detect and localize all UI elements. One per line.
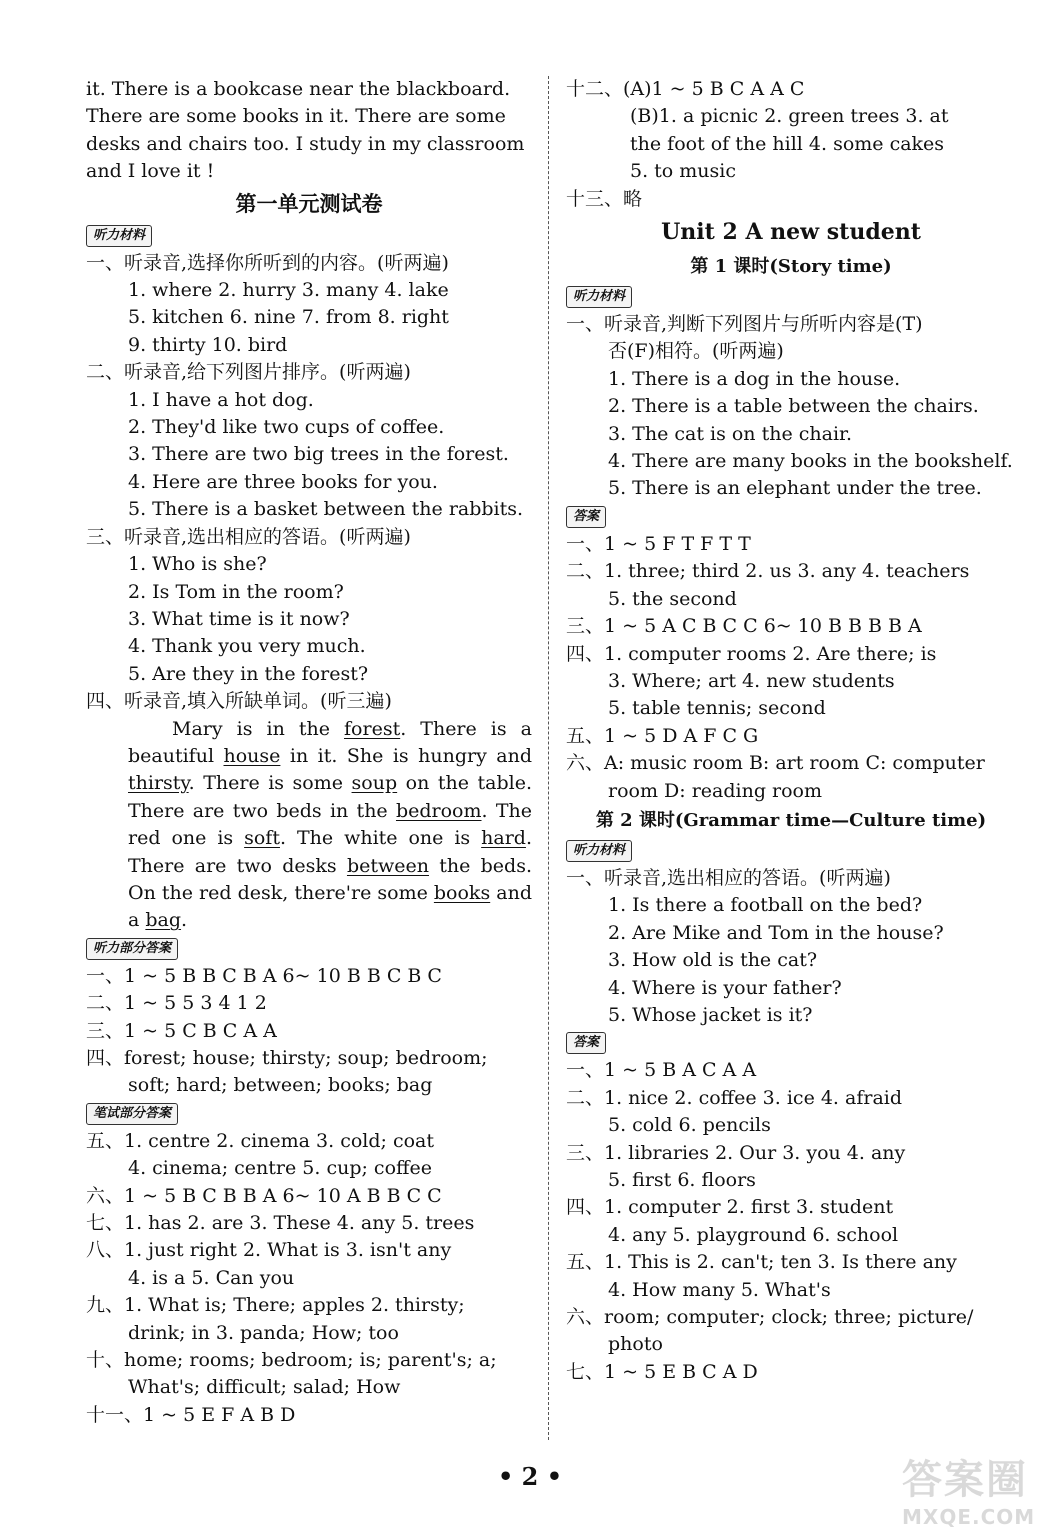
answer-row: 六、A: music room B: art room C: computer bbox=[566, 752, 985, 775]
answer-row: 4. any 5. playground 6. school bbox=[608, 1223, 899, 1246]
answer-row: 5. table tennis; second bbox=[608, 697, 826, 720]
intro-line: and I love it ! bbox=[86, 160, 215, 183]
answer-row: 一、1 ~ 5 B B C B A 6~ 10 B B C B C bbox=[86, 964, 442, 987]
answer-row: 十三、略 bbox=[566, 187, 643, 210]
filled-blank: bedroom bbox=[395, 799, 482, 822]
list-item: 2. There is a table between the chairs. bbox=[608, 395, 979, 418]
answer-row: drink; in 3. panda; How; too bbox=[128, 1321, 399, 1344]
answer-row: 4. is a 5. Can you bbox=[128, 1266, 295, 1289]
lesson-title: 第 1 课时(Story time) bbox=[690, 256, 892, 278]
list-item: 2. Is Tom in the room? bbox=[128, 580, 344, 603]
answer-row: (B)1. a picnic 2. green trees 3. at bbox=[630, 105, 949, 128]
intro-line: it. There is a bookcase near the blackboard. bbox=[86, 78, 511, 100]
column-divider bbox=[548, 76, 549, 1440]
watermark-logo bbox=[902, 1448, 1042, 1528]
answer-row: 三、1. libraries 2. Our 3. you 4. any bbox=[566, 1141, 906, 1164]
answer-row: 5. cold 6. pencils bbox=[608, 1114, 771, 1137]
list-item: 3. How old is the cat? bbox=[608, 949, 818, 972]
filled-blank: house bbox=[223, 744, 281, 767]
intro-line: There are some books in it. There are some bbox=[86, 105, 506, 128]
listening-material-label: 听力材料 bbox=[86, 225, 152, 247]
right-column bbox=[566, 76, 1016, 1386]
answer-row: 三、1 ~ 5 A C B C C 6~ 10 B B B B A bbox=[566, 615, 922, 638]
cloze-passage bbox=[86, 716, 532, 935]
filled-blank: hard bbox=[481, 827, 526, 850]
question-title: 三、听录音,选出相应的答语。(听两遍) bbox=[86, 525, 411, 548]
answer-row: 七、1. has 2. are 3. These 4. any 5. trees bbox=[86, 1212, 475, 1235]
watermark-text: 答案圈 bbox=[902, 1457, 1028, 1503]
answer-row: 一、1 ~ 5 F T F T T bbox=[566, 532, 751, 555]
answer-label: 答案 bbox=[566, 1032, 606, 1054]
filled-blank: soup bbox=[351, 772, 398, 795]
listening-material-label: 听力材料 bbox=[566, 286, 632, 308]
list-item: 5. Are they in the forest? bbox=[128, 662, 369, 685]
answer-row: photo bbox=[608, 1333, 663, 1356]
filled-blank: soft bbox=[244, 827, 280, 850]
filled-blank: bag bbox=[145, 909, 182, 932]
answer-row: 二、1. three; third 2. us 3. any 4. teachers bbox=[566, 560, 970, 583]
list-item: 3. There are two big trees in the forest. bbox=[128, 443, 509, 466]
page-number: • 2 • bbox=[497, 1462, 563, 1491]
answer-row: 五、1. centre 2. cinema 3. cold; coat bbox=[86, 1129, 435, 1152]
list-item: 2. Are Mike and Tom in the house? bbox=[608, 921, 944, 944]
passage-line: There are two beds in the bedroom. The bbox=[128, 799, 532, 822]
passage-line: beautiful house in it. She is hungry and bbox=[128, 744, 532, 767]
answer-row: 四、1. computer rooms 2. Are there; is bbox=[566, 642, 937, 665]
answer-row: 4. How many 5. What's bbox=[608, 1278, 831, 1301]
answer-row: 四、1. computer 2. first 3. student bbox=[566, 1196, 894, 1219]
answer-row: 五、1 ~ 5 D A F C G bbox=[566, 724, 759, 747]
answer-row: 一、1 ~ 5 B A C A A bbox=[566, 1059, 757, 1082]
written-answers-label: 笔试部分答案 bbox=[86, 1103, 178, 1125]
answer-row: 八、1. just right 2. What is 3. isn't any bbox=[86, 1239, 452, 1262]
answer-row: 二、1 ~ 5 5 3 4 1 2 bbox=[86, 992, 267, 1015]
answer-row: 二、1. nice 2. coffee 3. ice 4. afraid bbox=[566, 1086, 903, 1109]
answer-row: 六、room; computer; clock; three; picture/ bbox=[566, 1306, 974, 1329]
list-item: 5. There is an elephant under the tree. bbox=[608, 477, 982, 500]
question-title: 一、听录音,判断下列图片与所听内容是(T) bbox=[566, 313, 923, 336]
answer-row: 9. thirty 10. bird bbox=[128, 333, 288, 356]
filled-blank: thirsty bbox=[128, 772, 189, 795]
list-item: 4. Here are three books for you. bbox=[128, 470, 438, 493]
answer-row: 十二、(A)1 ~ 5 B C A A C bbox=[566, 78, 805, 100]
answer-row: 3. Where; art 4. new students bbox=[608, 669, 895, 692]
answer-row: 七、1 ~ 5 E B C A D bbox=[566, 1360, 758, 1383]
list-item: 1. Is there a football on the bed? bbox=[608, 894, 923, 917]
left-column bbox=[86, 76, 532, 1429]
answer-row: 4. cinema; centre 5. cup; coffee bbox=[128, 1157, 432, 1180]
list-item: 3. The cat is on the chair. bbox=[608, 422, 853, 445]
answer-row: room D: reading room bbox=[608, 779, 823, 802]
answer-row: 5. to music bbox=[630, 160, 737, 183]
list-item: 4. There are many books in the bookshelf. bbox=[608, 450, 1013, 473]
passage-line: thirsty. There is some soup on the table. bbox=[128, 772, 532, 795]
filled-blank: forest bbox=[344, 717, 401, 740]
passage-line: There are two desks between the beds. bbox=[128, 854, 532, 877]
answer-row: the foot of the hill 4. some cakes bbox=[630, 132, 945, 155]
watermark-url: MXQE.COM bbox=[902, 1505, 1036, 1529]
answer-row: What's; difficult; salad; How bbox=[128, 1376, 401, 1399]
answer-row: 五、1. This is 2. can't; ten 3. Is there any bbox=[566, 1251, 957, 1274]
question-title: 一、听录音,选出相应的答语。(听两遍) bbox=[566, 866, 891, 889]
answer-row: 四、forest; house; thirsty; soup; bedroom; bbox=[86, 1047, 488, 1069]
list-item: 5. There is a basket between the rabbits. bbox=[128, 498, 524, 521]
list-item: 1. There is a dog in the house. bbox=[608, 367, 901, 390]
list-item: 4. Thank you very much. bbox=[128, 635, 366, 658]
intro-line: desks and chairs too. I study in my classroom bbox=[86, 132, 525, 155]
list-item: 3. What time is it now? bbox=[128, 607, 350, 630]
answer-row: 1. where 2. hurry 3. many 4. lake bbox=[128, 279, 449, 302]
passage-line: On the red desk, there're some books and bbox=[128, 881, 532, 904]
answer-row: 十一、1 ~ 5 E F A B D bbox=[86, 1403, 296, 1426]
question-title: 四、听录音,填入所缺单词。(听三遍) bbox=[86, 690, 392, 713]
listening-answers-label: 听力部分答案 bbox=[86, 938, 178, 960]
list-item: 2. They'd like two cups of coffee. bbox=[128, 416, 445, 439]
unit-test-title: 第一单元测试卷 bbox=[235, 190, 383, 216]
answer-label: 答案 bbox=[566, 506, 606, 528]
question-title: 否(F)相符。(听两遍) bbox=[608, 340, 784, 363]
answer-row: 十、home; rooms; bedroom; is; parent's; a; bbox=[86, 1349, 497, 1372]
listening-material-label: 听力材料 bbox=[566, 840, 632, 862]
passage-line: Mary is in the forest. There is a bbox=[172, 717, 532, 740]
question-title: 一、听录音,选择你所听到的内容。(听两遍) bbox=[86, 251, 449, 274]
answer-row: 5. first 6. floors bbox=[608, 1169, 756, 1191]
list-item: 1. I have a hot dog. bbox=[128, 388, 314, 411]
unit-title: Unit 2 A new student bbox=[661, 219, 921, 246]
list-item: 4. Where is your father? bbox=[608, 976, 842, 999]
answer-row: 5. the second bbox=[608, 587, 737, 610]
answer-row: 六、1 ~ 5 B C B B A 6~ 10 A B B C C bbox=[86, 1184, 442, 1207]
passage-line: red one is soft. The white one is hard. bbox=[128, 827, 532, 850]
passage-line: a bag. bbox=[128, 909, 188, 932]
filled-blank: between bbox=[346, 854, 429, 877]
answer-row: 三、1 ~ 5 C B C A A bbox=[86, 1019, 277, 1042]
question-title: 二、听录音,给下列图片排序。(听两遍) bbox=[86, 361, 411, 384]
filled-blank: books bbox=[433, 881, 491, 904]
answer-row: 5. kitchen 6. nine 7. from 8. right bbox=[128, 306, 449, 329]
answer-row: 九、1. What is; There; apples 2. thirsty; bbox=[86, 1294, 465, 1317]
list-item: 1. Who is she? bbox=[128, 553, 267, 576]
lesson-title: 第 2 课时(Grammar time—Culture time) bbox=[595, 809, 987, 831]
list-item: 5. Whose jacket is it? bbox=[608, 1003, 813, 1026]
answer-row: soft; hard; between; books; bag bbox=[128, 1074, 433, 1097]
